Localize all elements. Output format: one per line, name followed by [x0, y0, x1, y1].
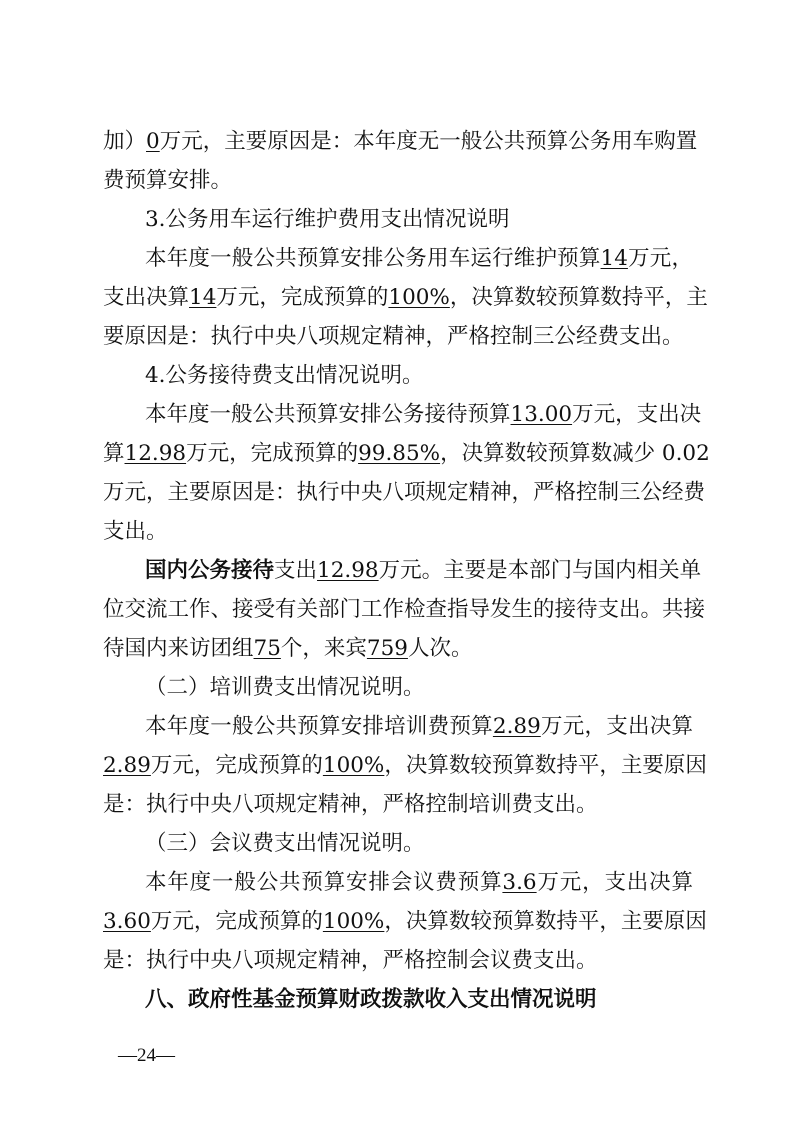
text: ，决算数较预算数持平，主: [449, 285, 708, 310]
text: 本年度一般公共预算安排公务用车运行维护预算: [145, 246, 601, 271]
value: 2.89: [492, 714, 541, 739]
paragraph-line: [103, 127, 698, 157]
value: 3.60: [103, 909, 151, 934]
text: 万元。主要是本部门与国内相关单: [378, 558, 702, 583]
text: 万元，完成预算的: [216, 285, 389, 310]
section-heading: [145, 829, 693, 859]
text: 万元，支出决算: [536, 870, 693, 895]
paragraph-line: [103, 517, 693, 547]
text: 万元，主要原因是：执行中央八项规定精神，严格控制三公经费: [103, 480, 706, 505]
text: 算: [103, 441, 125, 466]
text: 是：执行中央八项规定精神，严格控制会议费支出。: [103, 948, 598, 973]
text: ，决算数较预算数持平，主要原因: [384, 909, 707, 934]
section-heading: [145, 205, 693, 235]
text: 加）: [103, 129, 147, 154]
value: 12.98: [124, 441, 187, 466]
paragraph-line: [103, 907, 707, 937]
paragraph-line: [103, 946, 693, 976]
paragraph-line: [103, 751, 707, 781]
section-heading: [145, 673, 693, 703]
paragraph-line: [145, 400, 702, 430]
text: 万元，支出决: [572, 402, 702, 427]
text: （三）会议费支出情况说明。: [145, 831, 425, 856]
text: ，决算数较预算数减少 0.02: [440, 441, 710, 466]
text: 位交流工作、接受有关部门工作检查指导发生的接待支出。共接: [103, 597, 706, 622]
paragraph-line: [103, 478, 706, 508]
value: 100%: [322, 909, 385, 934]
text: 是：执行中央八项规定精神，严格控制培训费支出。: [103, 792, 598, 817]
paragraph-line: [103, 166, 693, 196]
value: 0: [146, 129, 160, 154]
paragraph-line: [145, 868, 693, 898]
text: 本年度一般公共预算安排公务接待预算: [145, 402, 511, 427]
text: 本年度一般公共预算安排会议费预算: [145, 870, 503, 895]
text: ，决算数较预算数持平，主要原因: [384, 753, 707, 778]
paragraph-line: [145, 712, 693, 742]
paragraph-line: [103, 322, 693, 352]
text: 4.公务接待费支出情况说明。: [145, 363, 424, 388]
page-number: —24—: [118, 1045, 175, 1066]
text: （二）培训费支出情况说明。: [145, 675, 425, 700]
value: 14: [189, 285, 217, 310]
value: 13.00: [510, 402, 573, 427]
value: 99.85%: [358, 441, 441, 466]
text: 八、政府性基金预算财政拨款收入支出情况说明: [145, 987, 597, 1012]
text: 待国内来访团组: [103, 636, 254, 661]
section-heading: [145, 361, 693, 391]
text: 万元，完成预算的: [150, 753, 323, 778]
text: 费预算安排。: [103, 168, 233, 193]
text: 3.公务用车运行维护费用支出情况说明: [145, 207, 510, 232]
paragraph-line: [103, 634, 693, 664]
value: 100%: [388, 285, 450, 310]
value: 3.6: [502, 870, 537, 895]
text: 个，来宾: [280, 636, 367, 661]
text: 万元，支出决算: [540, 714, 693, 739]
value: 75: [253, 636, 281, 661]
text: 要原因是：执行中央八项规定精神，严格控制三公经费支出。: [103, 324, 684, 349]
text: 万元，完成预算的: [186, 441, 359, 466]
bold-term: 国内公务接待: [145, 558, 275, 583]
paragraph-line: [145, 556, 702, 586]
paragraph-line: [145, 244, 693, 274]
text: 支出决算: [103, 285, 190, 310]
text: 万元，完成预算的: [150, 909, 323, 934]
value: 100%: [322, 753, 385, 778]
paragraph-line: [103, 790, 693, 820]
value: 759: [366, 636, 408, 661]
text: 支出。: [103, 519, 168, 544]
value: 2.89: [103, 753, 151, 778]
paragraph-line: [103, 283, 708, 313]
text: 支出: [274, 558, 318, 583]
paragraph-line: [103, 595, 706, 625]
paragraph-line: [103, 439, 710, 469]
value: 14: [600, 246, 628, 271]
text: 万元，: [627, 246, 693, 271]
chapter-heading: [145, 985, 693, 1015]
text: 人次。: [407, 636, 473, 661]
text: 本年度一般公共预算安排培训费预算: [145, 714, 493, 739]
text: 万元，主要原因是：本年度无一般公共预算公务用车购置: [159, 129, 698, 154]
value: 12.98: [317, 558, 379, 583]
